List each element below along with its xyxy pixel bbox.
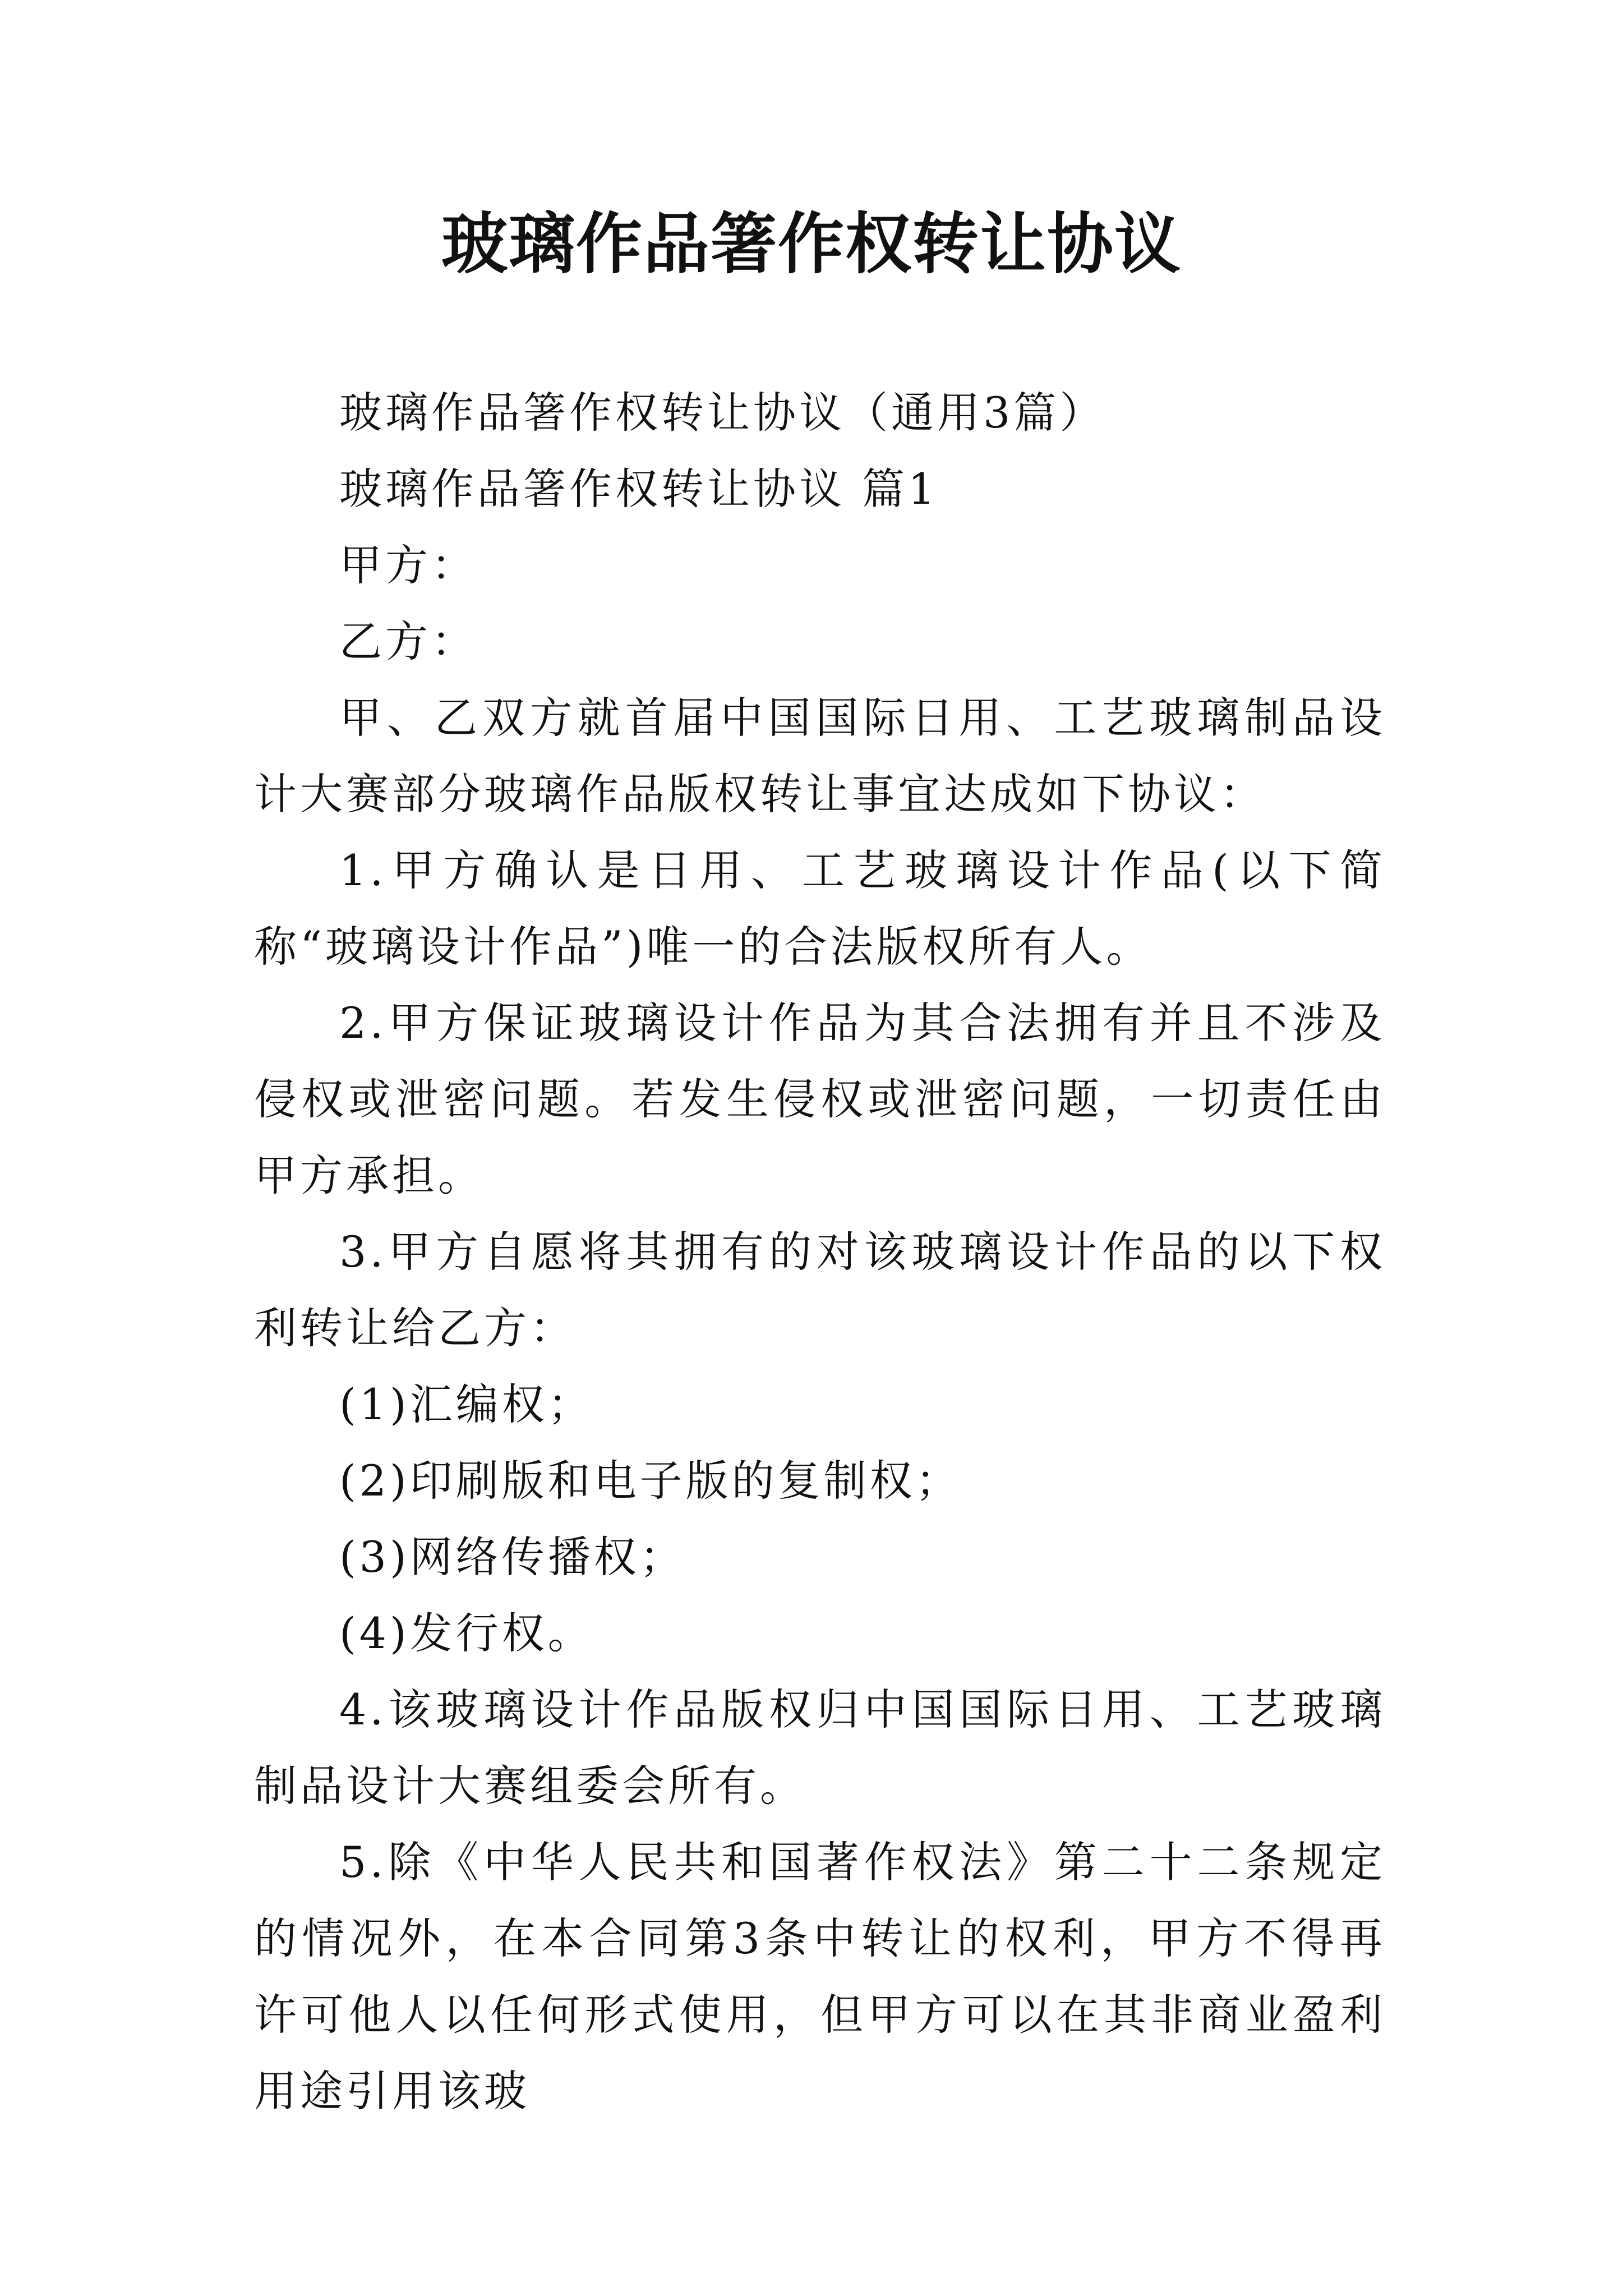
paragraph-right-1: (1)汇编权； xyxy=(339,1379,594,1429)
paragraph-clause-4: 4.该玻璃设计作品版权归中国国际日用、工艺玻璃制品设计大赛组委会所有。 xyxy=(254,1685,1386,1811)
paragraph-right-2: (2)印刷版和电子版的复制权； xyxy=(339,1456,962,1506)
paragraph-clause-3: 3.甲方自愿将其拥有的对该玻璃设计作品的以下权利转让给乙方： xyxy=(254,1227,1386,1353)
paragraph-clause-2: 2.甲方保证玻璃设计作品为其合法拥有并且不涉及侵权或泄密问题。若发生侵权或泄密问题，一切责任由甲方承担。 xyxy=(254,998,1386,1200)
paragraph-party-a: 甲方： xyxy=(339,540,477,590)
paragraph-section-heading: 玻璃作品箸作权转让协议 篇1 xyxy=(339,464,939,514)
paragraph-clause-1: 1.甲方确认是日用、工艺玻璃设计作品(以下简称“玻璃设计作品”)唯一的合法版权所有人。 xyxy=(254,845,1386,972)
paragraph-subtitle: 玻璃作品箸作权转让协议（通用3篇） xyxy=(339,388,1106,438)
document-body xyxy=(254,375,1386,2129)
paragraph-right-3: (3)网络传播权； xyxy=(339,1532,686,1582)
paragraph-right-4: (4)发行权。 xyxy=(339,1608,594,1658)
paragraph-preamble: 甲、乙双方就首届中国国际日用、工艺玻璃制品设计大赛部分玻璃作品版权转让事宜达成如下协议： xyxy=(254,693,1386,819)
paragraph-clause-5: 5.除《中华人民共和国著作权法》第二十二条规定的情况外，在本合同第3条中转让的权利，甲方不得再许可他人以任何形式使用，但甲方可以在其非商业盈利用途引用该玻 xyxy=(254,1837,1386,2116)
paragraph-party-b: 乙方： xyxy=(339,616,477,666)
document-title: 玻璃作品箸作权转让协议 xyxy=(441,205,1182,283)
